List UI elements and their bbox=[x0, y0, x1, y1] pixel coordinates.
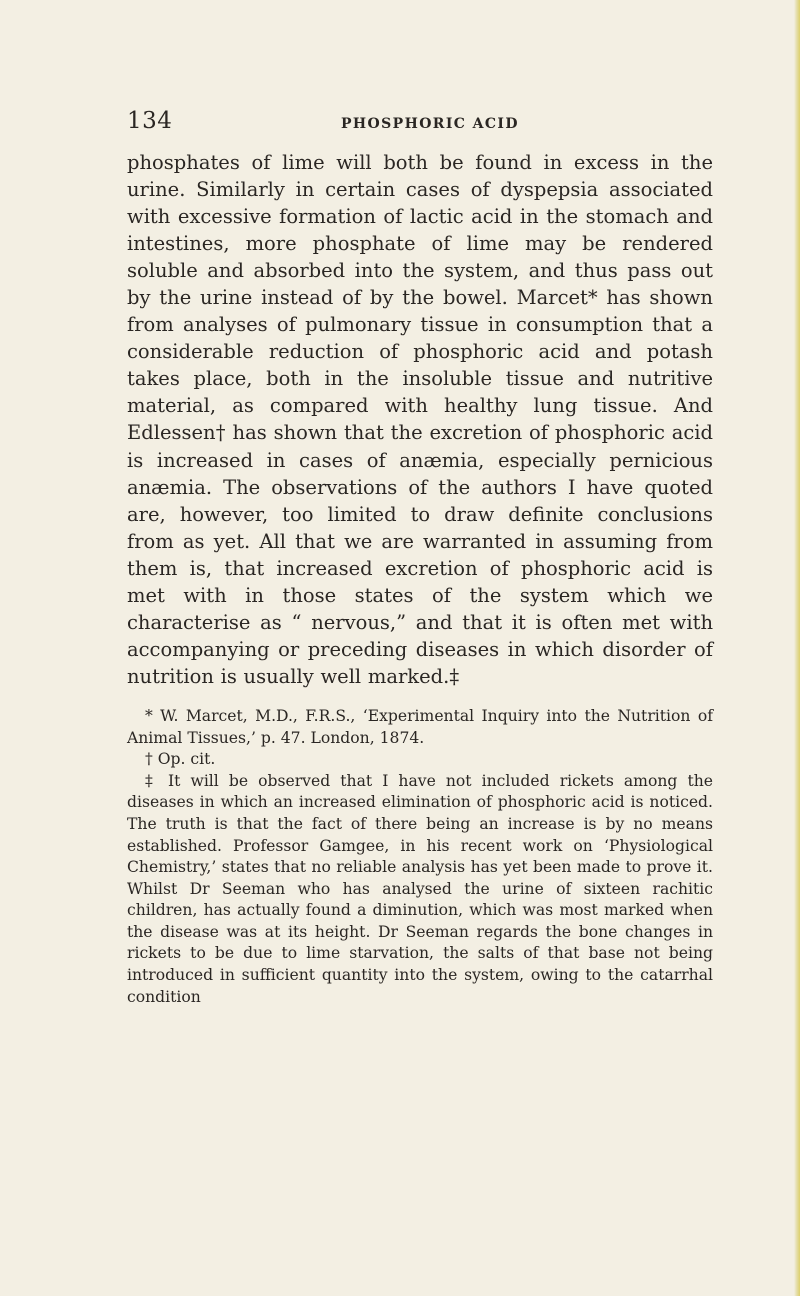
page-edge bbox=[794, 0, 800, 1296]
page-header bbox=[127, 108, 713, 136]
page-number: 134 bbox=[127, 108, 173, 134]
body-paragraph: phosphates of lime will both be found in excess in the urine. Similarly in certain cases of dyspepsia associated with excessive formation of lactic acid in the stomach and intestines, more phosphate of lime may be rendered soluble and absorbed into the system, and thus pass out by the urine instead of by the bowel. Marcet* has shown from analyses of pulmonary tissue in consumption that a considerable reduction of phosphoric acid and potash takes place, both in the insoluble tissue and nutritive material, as compared with healthy lung tissue. And Edlessen† has shown that the excretion of phosphoric acid is increased in cases of anæmia, especially pernicious anæmia. The observations of the authors I have quoted are, however, too limited to draw definite conclusions from as yet. All that we are warranted in assuming from them is, that increased excretion of phosphoric acid is met with in those states of the system which we characterise as “ nervous,” and that it is often met with accompanying or preceding diseases in which disorder of nutrition is usually well marked.‡ bbox=[127, 151, 713, 688]
book-page bbox=[127, 108, 713, 1008]
footnote-op-cit: † Op. cit. bbox=[145, 750, 216, 769]
footnotes bbox=[127, 706, 713, 1008]
running-title: PHOSPHORIC ACID bbox=[341, 116, 519, 132]
footnote-marcet: * W. Marcet, M.D., F.R.S., ‘Experimental Inquiry into the Nutrition of Animal Tissues,’ p. 47. London, 1874. bbox=[127, 706, 713, 747]
footnote-rickets: ‡ It will be observed that I have not included rickets among the diseases in which an increased elimination of phosphoric acid is noticed. The truth is that the fact of there being an increase is by no means established. Professor Gamgee, in his recent work on ‘Physiological Chemistry,’ states that no reliable analysis has yet been made to prove it. Whilst Dr Seeman who has analysed the urine of sixteen rachitic children, has actually found a diminution, which was most marked when the disease was at its height. Dr Seeman regards the bone changes in rickets to be due to lime starvation, the salts of that base not being introduced in sufficient quantity into the system, owing to the catarrhal condition bbox=[127, 771, 713, 1006]
